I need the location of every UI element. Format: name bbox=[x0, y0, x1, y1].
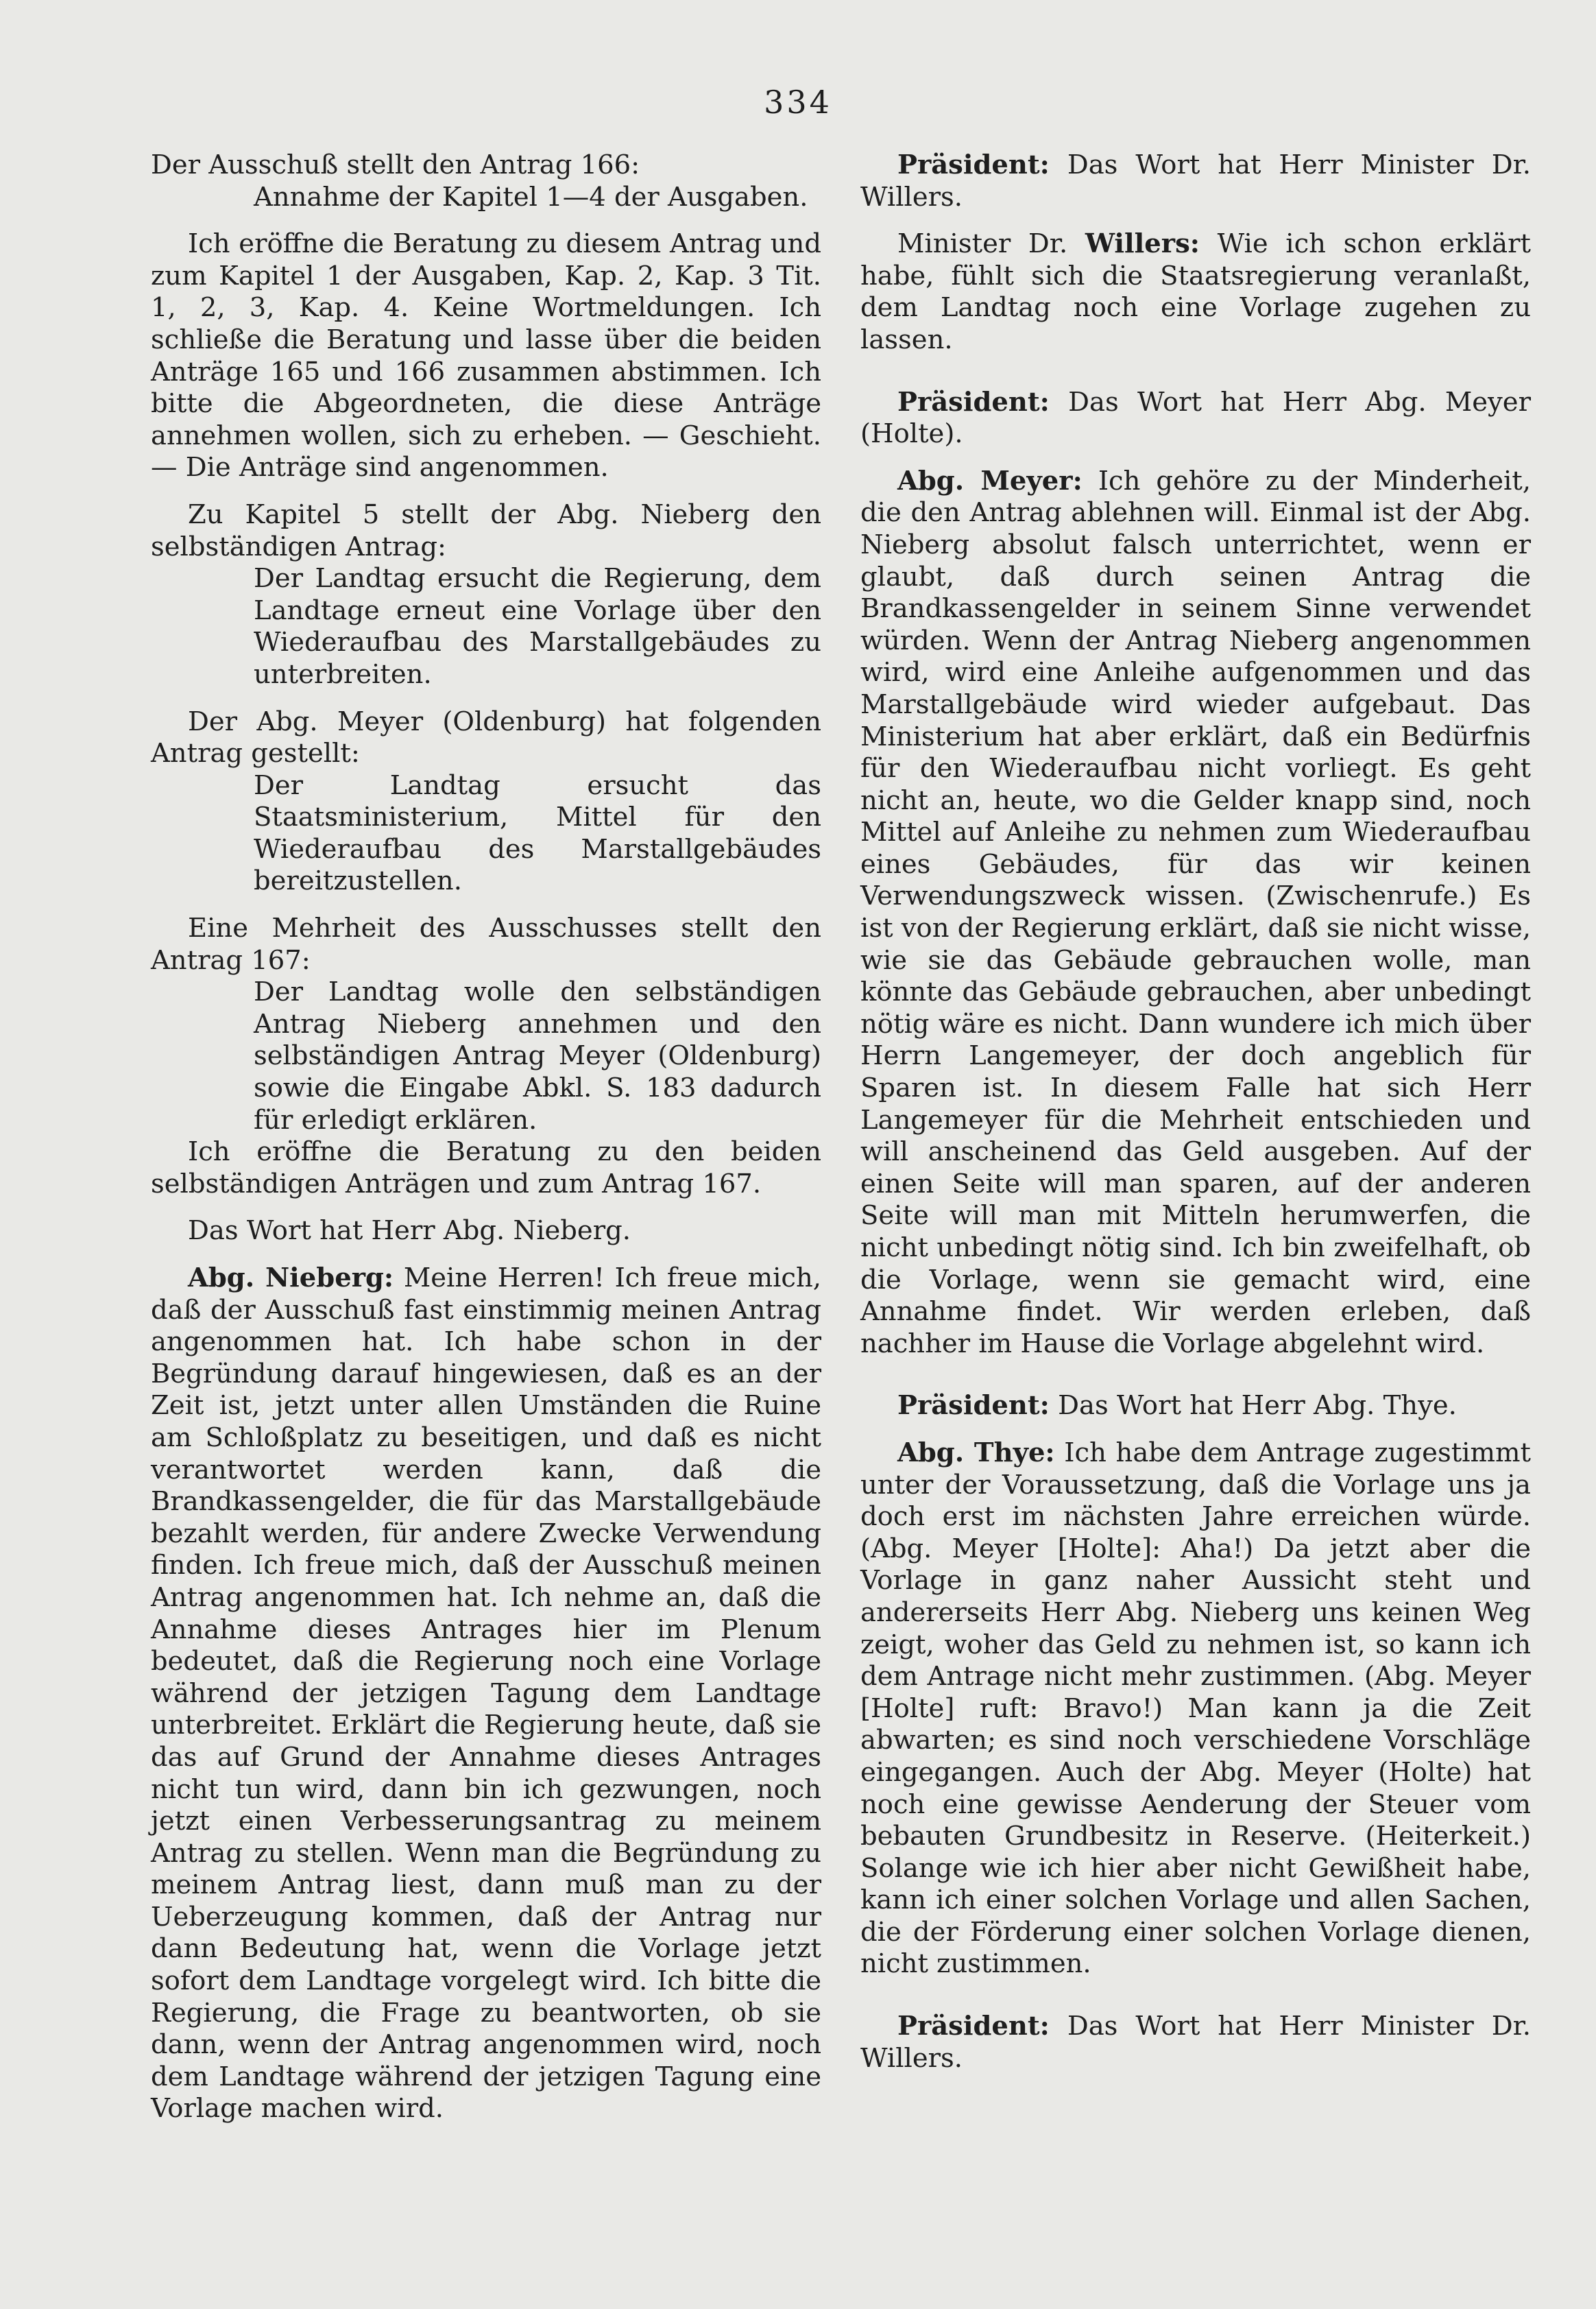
right-paragraph bbox=[860, 466, 1531, 1361]
speaker-label: Willers: bbox=[1085, 228, 1200, 260]
paragraph-text: Minister Dr. bbox=[897, 228, 1085, 260]
page-number: 334 bbox=[764, 84, 832, 121]
left-paragraph bbox=[151, 913, 821, 977]
paragraph-text: Der Abg. Meyer (Oldenburg) hat folgenden Antrag gestellt: bbox=[151, 706, 821, 769]
paragraph-text: Ich gehöre zu der Minderheit, die den Antrag ablehnen will. Einmal ist der Abg. Nieberg absolut falsch unterrichtet, wenn er glaubt, daß durch seinen Antrag die Brandkassengelder in seinem Sinne verwendet würden. Wenn der Antrag Nieberg angenommen wird, wird eine Anleihe aufgenommen und das Marstallgebäude wird wieder aufgebaut. Das Ministerium hat aber erklärt, daß ein Bedürfnis für den Wiederaufbau nicht vorliegt. Es geht nicht an, heute, wo die Gelder knapp sind, noch Mittel auf Anleihe zu nehmen zum Wiederaufbau eines Gebäudes, für das wir keinen Verwendungszweck wissen. (Zwischenrufe.) Es ist von der Regierung erklärt, daß sie nicht wisse, wie sie das Gebäude gebrauchen wolle, man könnte das Gebäude gebrauchen, aber unbedingt nötig wäre es nicht. Dann wundere ich mich über Herrn Langemeyer, der doch angeblich für Sparen ist. In diesem Falle hat sich Herr Langemeyer für die Mehrheit entschieden und will anscheinend das Geld ausgeben. Auf der einen Seite will man sparen, auf der anderen Seite will man mit Mitteln herumwerfen, die nicht unbedingt nötig sind. Ich bin zweifelhaft, ob die Vorlage, wenn sie gemacht wird, eine Annahme findet. Wir werden erleben, daß nachher im Hause die Vorlage abgelehnt wird. bbox=[860, 465, 1531, 1359]
paragraph-text: Der Ausschuß stellt den Antrag 166: bbox=[151, 149, 640, 180]
right-paragraph bbox=[860, 228, 1531, 356]
speaker-label: Abg. Meyer: bbox=[897, 465, 1083, 497]
paragraph-text: Das Wort hat Herr Abg. Nieberg. bbox=[188, 1215, 631, 1247]
paragraph-text: Annahme der Kapitel 1—4 der Ausgaben. bbox=[254, 181, 808, 213]
left-paragraph bbox=[151, 499, 821, 563]
left-paragraph bbox=[151, 563, 821, 691]
speaker-label: Präsident: bbox=[897, 149, 1050, 180]
paragraph-text: Das Wort hat Herr Minister Dr. Willers. bbox=[860, 2011, 1531, 2074]
paragraph-text: Der Landtag wolle den selbständigen Antrag Nieberg annehmen und den selbständigen Antrag Meyer (Oldenburg) sowie die Eingabe Abkl. S. 183 dadurch für erledigt erklären. bbox=[254, 977, 821, 1136]
left-paragraph bbox=[151, 1215, 821, 1247]
right-paragraph bbox=[860, 2011, 1531, 2074]
paragraph-text: Der Landtag ersucht die Regierung, dem Landtage erneut eine Vorlage über den Wiederaufbau des Marstallgebäudes zu unterbreiten. bbox=[254, 563, 821, 690]
paragraph-text: Der Landtag ersucht das Staatsministerium, Mittel für den Wiederaufbau des Marstallgebäudes bereitzustellen. bbox=[254, 769, 821, 897]
paragraph-text: Eine Mehrheit des Ausschusses stellt den Antrag 167: bbox=[151, 913, 821, 976]
right-column bbox=[860, 149, 1531, 2074]
left-paragraph bbox=[151, 228, 821, 484]
paragraph-text: Meine Herren! Ich freue mich, daß der Ausschuß fast einstimmig meinen Antrag angenommen hat. Ich habe schon in der Begründung darauf hingewiesen, daß es an der Zeit ist, jetzt unter allen Umständen die Ruine am Schloßplatz zu beseitigen, und daß es nicht verantwortet werden kann, daß die Brandkassengelder, die für das Marstallgebäude bezahlt werden, für andere Zwecke Verwendung finden. Ich freue mich, daß der Ausschuß meinen Antrag angenommen hat. Ich nehme an, daß die Annahme dieses Antrages hier im Plenum bedeutet, daß die Regierung noch eine Vorlage während der jetzigen Tagung dem Landtage unterbreitet. Erklärt die Regierung heute, daß sie das auf Grund der Annahme dieses Antrages nicht tun wird, dann bin ich gezwungen, noch jetzt einen Verbesserungsantrag zu meinem Antrag zu stellen. Wenn man die Begründung zu meinem Antrag liest, dann muß man zu der Ueberzeugung kommen, daß der Antrag nur dann Bedeutung hat, wenn die Vorlage jetzt sofort dem Landtage vorgelegt wird. Ich bitte die Regierung, die Frage zu beantworten, ob sie dann, wenn der Antrag angenommen wird, noch dem Landtage während der jetzigen Tagung eine Vorlage machen wird. bbox=[151, 1263, 821, 2125]
speaker-label: Abg. Thye: bbox=[897, 1437, 1055, 1468]
paragraph-text: Zu Kapitel 5 stellt der Abg. Nieberg den selbständigen Antrag: bbox=[151, 499, 821, 562]
left-paragraph bbox=[151, 1136, 821, 1200]
right-paragraph bbox=[860, 149, 1531, 213]
right-paragraph bbox=[860, 387, 1531, 451]
paragraph-text: Das Wort hat Herr Minister Dr. Willers. bbox=[860, 149, 1531, 213]
left-paragraph bbox=[151, 770, 821, 898]
paragraph-text: Ich eröffne die Beratung zu den beiden selbständigen Anträgen und zum Antrag 167. bbox=[151, 1136, 821, 1199]
speaker-label: Präsident: bbox=[897, 386, 1050, 418]
paragraph-text: Wie ich schon erklärt habe, fühlt sich die Staatsregierung veranlaßt, dem Landtag noch eine Vorlage zugehen zu lassen. bbox=[860, 228, 1531, 355]
right-paragraph bbox=[860, 1390, 1531, 1422]
right-paragraph bbox=[860, 1437, 1531, 1981]
left-paragraph bbox=[151, 1263, 821, 2125]
left-paragraph bbox=[151, 977, 821, 1136]
speaker-label: Präsident: bbox=[897, 1390, 1050, 1422]
paragraph-text: Das Wort hat Herr Abg. Thye. bbox=[1049, 1390, 1457, 1422]
left-paragraph bbox=[151, 149, 821, 182]
speaker-label: Präsident: bbox=[897, 2011, 1050, 2042]
paragraph-text: Ich habe dem Antrage zugestimmt unter der Voraussetzung, daß die Vorlage uns ja doch erst im nächsten Jahre erreichen würde. (Abg. Meyer [Holte]: Aha!) Da jetzt aber die Vorlage in ganz naher Aussicht steht und andererseits Herr Abg. Nieberg uns keinen Weg zeigt, woher das Geld zu nehmen ist, so kann ich dem Antrage nicht mehr zustimmen. (Abg. Meyer [Holte] ruft: Bravo!) Man kann ja die Zeit abwarten; es sind noch verschiedene Vorschläge eingegangen. Auch der Abg. Meyer (Holte) hat noch eine gewisse Aenderung der Steuer vom bebauten Grundbesitz in Reserve. (Heiterkeit.) Solange wie ich hier aber nicht Gewißheit habe, kann ich einer solchen Vorlage und allen Sachen, die der Förderung einer solchen Vorlage dienen, nicht zustimmen. bbox=[860, 1437, 1531, 1980]
left-paragraph bbox=[151, 182, 821, 214]
paragraph-text: Das Wort hat Herr Abg. Meyer (Holte). bbox=[860, 386, 1531, 450]
paragraph-text: Ich eröffne die Beratung zu diesem Antrag und zum Kapitel 1 der Ausgaben, Kap. 2, Kap. 3 Tit. 1, 2, 3, Kap. 4. Keine Wortmeldungen. Ich schließe die Beratung und lasse über die beiden Anträge 165 und 166 zusammen abstimmen. Ich bitte die Abgeordneten, die diese Anträge annehmen wollen, sich zu erheben. — Geschieht. — Die Anträge sind angenommen. bbox=[151, 228, 821, 483]
left-paragraph bbox=[151, 706, 821, 770]
left-column bbox=[151, 149, 821, 2125]
speaker-label: Abg. Nieberg: bbox=[188, 1263, 394, 1293]
